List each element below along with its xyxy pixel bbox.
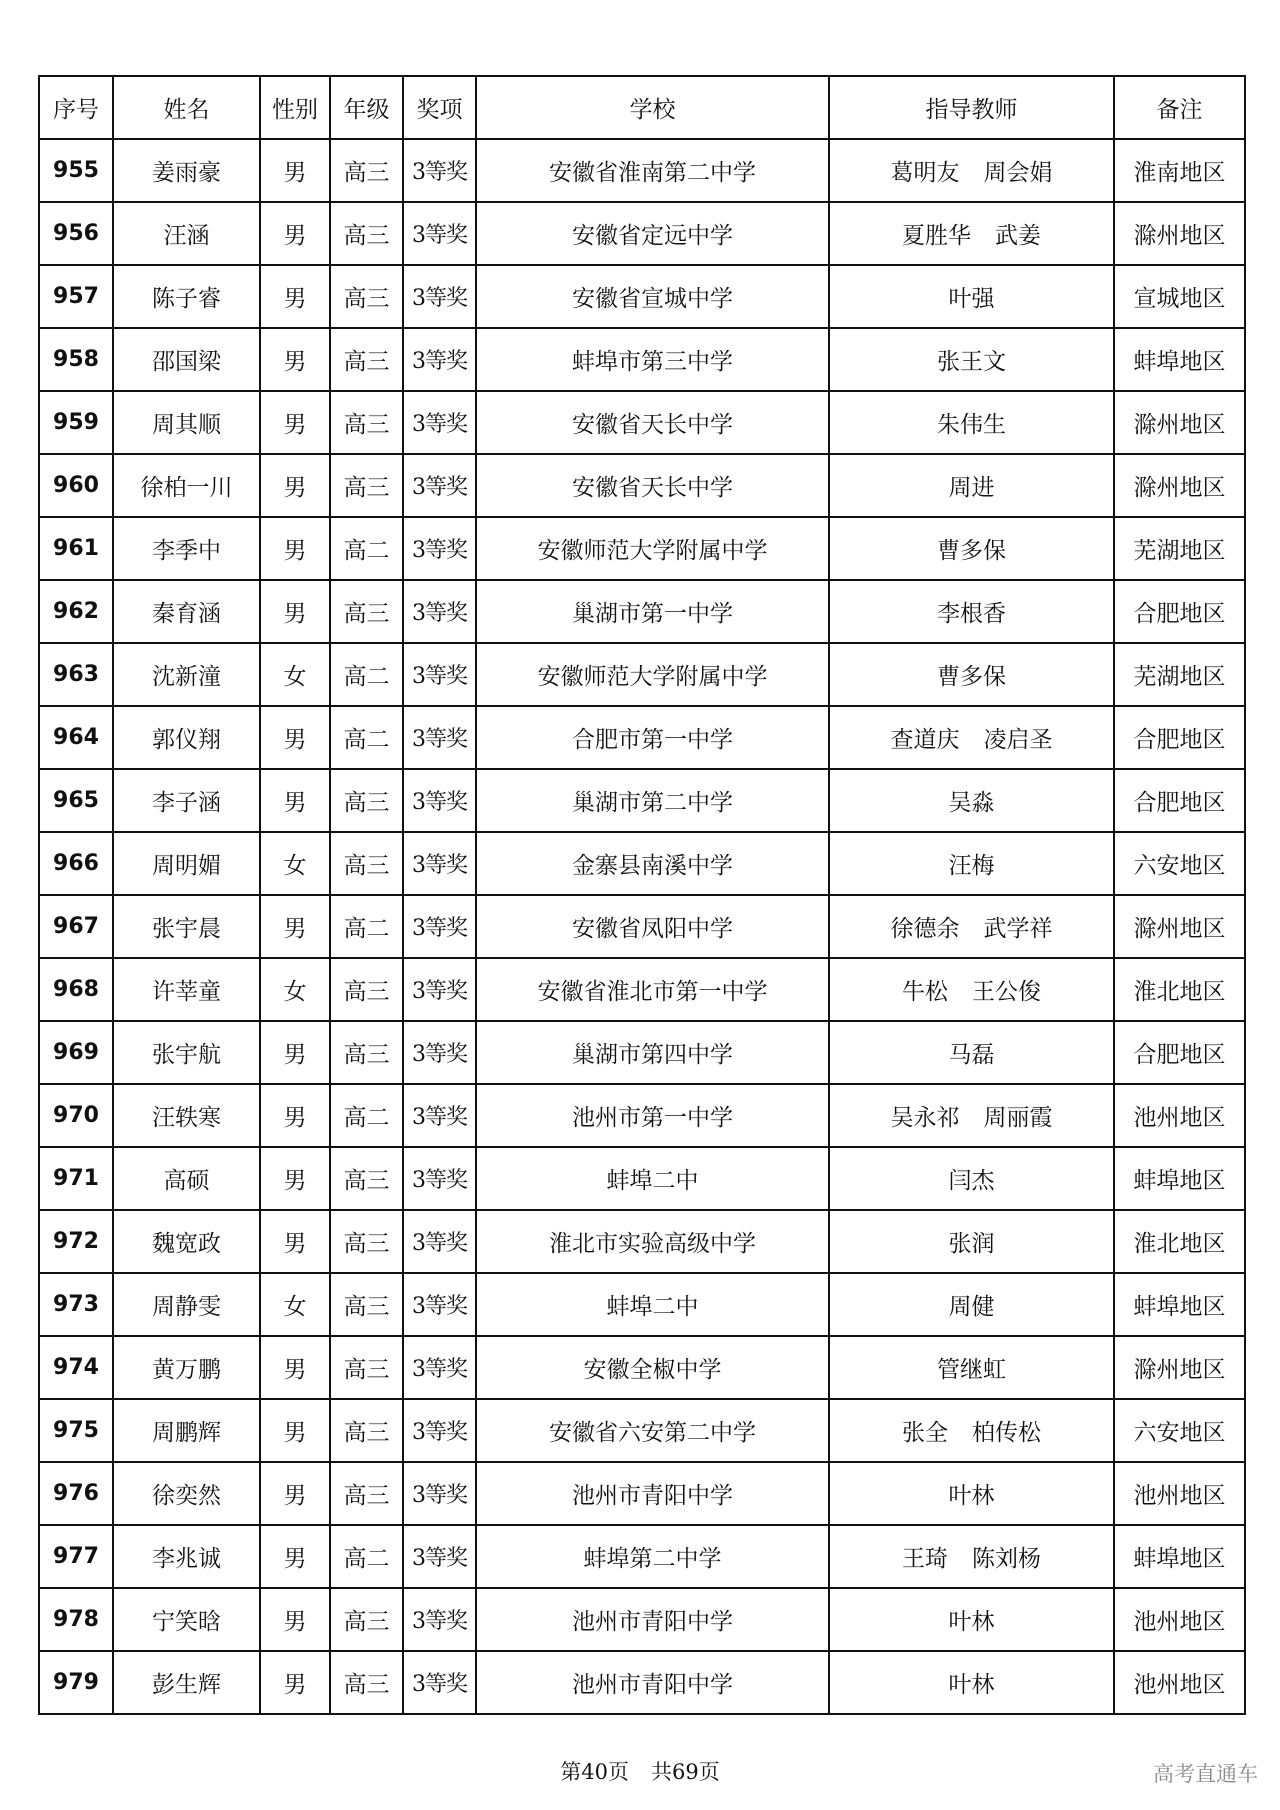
cell-award: 3等奖 <box>403 391 476 454</box>
cell-gender: 女 <box>260 643 330 706</box>
cell-no: 963 <box>39 643 113 706</box>
watermark-text: 高考直通车 <box>1153 1762 1258 1786</box>
header-teacher: 指导教师 <box>829 76 1114 139</box>
cell-gender: 女 <box>260 832 330 895</box>
cell-teacher <box>829 202 1114 265</box>
cell-grade: 高三 <box>330 1651 403 1714</box>
teacher-name: 周会娟 <box>983 160 1053 186</box>
cell-grade: 高三 <box>330 391 403 454</box>
cell-gender: 男 <box>260 1399 330 1462</box>
cell-award: 3等奖 <box>403 328 476 391</box>
cell-name: 汪涵 <box>113 202 260 265</box>
cell-note: 池州地区 <box>1114 1084 1245 1147</box>
cell-teacher <box>829 265 1114 328</box>
teacher-name: 吴淼 <box>948 790 995 816</box>
cell-no: 966 <box>39 832 113 895</box>
cell-gender: 男 <box>260 580 330 643</box>
cell-name: 李兆诚 <box>113 1525 260 1588</box>
cell-note: 滁州地区 <box>1114 391 1245 454</box>
cell-award: 3等奖 <box>403 769 476 832</box>
cell-school: 池州市第一中学 <box>476 1084 829 1147</box>
cell-gender: 女 <box>260 1273 330 1336</box>
cell-teacher <box>829 769 1114 832</box>
teacher-name: 周丽霞 <box>983 1105 1053 1131</box>
cell-gender: 男 <box>260 391 330 454</box>
cell-name: 高硕 <box>113 1147 260 1210</box>
cell-school: 巢湖市第一中学 <box>476 580 829 643</box>
cell-note: 池州地区 <box>1114 1651 1245 1714</box>
cell-grade: 高三 <box>330 769 403 832</box>
teacher-name: 凌启圣 <box>983 727 1053 753</box>
cell-grade: 高三 <box>330 1399 403 1462</box>
header-row <box>39 76 1245 139</box>
header-gender: 性别 <box>260 76 330 139</box>
cell-no: 962 <box>39 580 113 643</box>
cell-award: 3等奖 <box>403 832 476 895</box>
cell-note: 合肥地区 <box>1114 706 1245 769</box>
cell-award: 3等奖 <box>403 706 476 769</box>
cell-gender: 男 <box>260 769 330 832</box>
table-row <box>39 1210 1245 1273</box>
header-grade: 年级 <box>330 76 403 139</box>
cell-no: 979 <box>39 1651 113 1714</box>
cell-grade: 高三 <box>330 832 403 895</box>
cell-grade: 高二 <box>330 1084 403 1147</box>
cell-school: 安徽省淮南第二中学 <box>476 139 829 202</box>
cell-grade: 高三 <box>330 1336 403 1399</box>
cell-name: 汪轶寒 <box>113 1084 260 1147</box>
cell-award: 3等奖 <box>403 580 476 643</box>
cell-school: 合肥市第一中学 <box>476 706 829 769</box>
cell-no: 972 <box>39 1210 113 1273</box>
cell-grade: 高三 <box>330 328 403 391</box>
cell-name: 郭仪翔 <box>113 706 260 769</box>
table-row <box>39 706 1245 769</box>
header-award: 奖项 <box>403 76 476 139</box>
cell-gender: 男 <box>260 1084 330 1147</box>
cell-no: 960 <box>39 454 113 517</box>
cell-note: 六安地区 <box>1114 832 1245 895</box>
cell-no: 970 <box>39 1084 113 1147</box>
table-row <box>39 1147 1245 1210</box>
teacher-name: 徐德余 <box>890 916 960 942</box>
cell-gender: 男 <box>260 1210 330 1273</box>
teacher-name: 王公俊 <box>972 979 1041 1005</box>
teacher-name: 汪梅 <box>948 853 995 879</box>
cell-school: 淮北市实验高级中学 <box>476 1210 829 1273</box>
table-row <box>39 1021 1245 1084</box>
cell-note: 宣城地区 <box>1114 265 1245 328</box>
cell-gender: 男 <box>260 706 330 769</box>
cell-note: 蚌埠地区 <box>1114 1273 1245 1336</box>
cell-gender: 男 <box>260 139 330 202</box>
cell-teacher <box>829 1399 1114 1462</box>
cell-no: 956 <box>39 202 113 265</box>
teacher-name: 曹多保 <box>937 664 1006 690</box>
table-row <box>39 328 1245 391</box>
table-row <box>39 958 1245 1021</box>
cell-school: 安徽省定远中学 <box>476 202 829 265</box>
cell-grade: 高三 <box>330 1588 403 1651</box>
cell-school: 安徽省天长中学 <box>476 391 829 454</box>
cell-school: 巢湖市第四中学 <box>476 1021 829 1084</box>
cell-teacher <box>829 832 1114 895</box>
cell-school: 安徽师范大学附属中学 <box>476 643 829 706</box>
cell-school: 安徽省凤阳中学 <box>476 895 829 958</box>
cell-name: 姜雨豪 <box>113 139 260 202</box>
cell-grade: 高三 <box>330 1147 403 1210</box>
cell-name: 许莘童 <box>113 958 260 1021</box>
teacher-name: 朱伟生 <box>937 412 1006 438</box>
cell-teacher <box>829 706 1114 769</box>
cell-name: 周静雯 <box>113 1273 260 1336</box>
table-row <box>39 832 1245 895</box>
cell-teacher <box>829 1021 1114 1084</box>
cell-teacher <box>829 328 1114 391</box>
teacher-name: 牛松 <box>902 979 948 1005</box>
cell-no: 977 <box>39 1525 113 1588</box>
cell-award: 3等奖 <box>403 895 476 958</box>
cell-award: 3等奖 <box>403 1210 476 1273</box>
cell-school: 安徽省天长中学 <box>476 454 829 517</box>
cell-teacher <box>829 454 1114 517</box>
cell-award: 3等奖 <box>403 1336 476 1399</box>
cell-name: 周其顺 <box>113 391 260 454</box>
cell-grade: 高三 <box>330 265 403 328</box>
table-row <box>39 895 1245 958</box>
cell-award: 3等奖 <box>403 202 476 265</box>
cell-name: 张宇晨 <box>113 895 260 958</box>
cell-note: 滁州地区 <box>1114 1336 1245 1399</box>
cell-no: 975 <box>39 1399 113 1462</box>
cell-grade: 高三 <box>330 580 403 643</box>
cell-gender: 男 <box>260 454 330 517</box>
table-row <box>39 454 1245 517</box>
cell-teacher <box>829 1084 1114 1147</box>
cell-note: 合肥地区 <box>1114 580 1245 643</box>
cell-no: 955 <box>39 139 113 202</box>
cell-no: 958 <box>39 328 113 391</box>
cell-gender: 男 <box>260 1336 330 1399</box>
cell-name: 张宇航 <box>113 1021 260 1084</box>
table-row <box>39 391 1245 454</box>
teacher-name: 王琦 <box>902 1546 948 1572</box>
teacher-name: 叶强 <box>948 286 995 312</box>
teacher-name: 叶林 <box>948 1483 995 1509</box>
cell-note: 池州地区 <box>1114 1462 1245 1525</box>
teacher-name: 曹多保 <box>937 538 1006 564</box>
teacher-name: 闫杰 <box>948 1168 995 1194</box>
table-row <box>39 580 1245 643</box>
table-row <box>39 1399 1245 1462</box>
cell-note: 滁州地区 <box>1114 895 1245 958</box>
cell-gender: 男 <box>260 1588 330 1651</box>
teacher-name: 李根香 <box>937 601 1006 627</box>
cell-grade: 高二 <box>330 1525 403 1588</box>
award-table <box>38 75 1246 1715</box>
cell-award: 3等奖 <box>403 1651 476 1714</box>
cell-name: 陈子睿 <box>113 265 260 328</box>
cell-grade: 高三 <box>330 202 403 265</box>
cell-teacher <box>829 1336 1114 1399</box>
cell-teacher <box>829 1462 1114 1525</box>
cell-note: 池州地区 <box>1114 1588 1245 1651</box>
cell-teacher <box>829 1588 1114 1651</box>
table-row <box>39 202 1245 265</box>
cell-no: 969 <box>39 1021 113 1084</box>
cell-award: 3等奖 <box>403 643 476 706</box>
cell-school: 安徽全椒中学 <box>476 1336 829 1399</box>
cell-gender: 男 <box>260 265 330 328</box>
cell-award: 3等奖 <box>403 1588 476 1651</box>
table-row <box>39 1084 1245 1147</box>
teacher-name: 周健 <box>948 1294 995 1320</box>
cell-note: 蚌埠地区 <box>1114 328 1245 391</box>
cell-grade: 高二 <box>330 706 403 769</box>
cell-school: 安徽省淮北市第一中学 <box>476 958 829 1021</box>
cell-gender: 男 <box>260 1147 330 1210</box>
cell-teacher <box>829 1147 1114 1210</box>
table-row <box>39 1336 1245 1399</box>
teacher-name: 张王文 <box>937 349 1006 375</box>
cell-school: 巢湖市第二中学 <box>476 769 829 832</box>
cell-school: 蚌埠市第三中学 <box>476 328 829 391</box>
cell-grade: 高三 <box>330 1462 403 1525</box>
teacher-name: 葛明友 <box>890 160 960 186</box>
cell-no: 961 <box>39 517 113 580</box>
cell-note: 芜湖地区 <box>1114 643 1245 706</box>
cell-award: 3等奖 <box>403 265 476 328</box>
cell-no: 959 <box>39 391 113 454</box>
cell-no: 957 <box>39 265 113 328</box>
cell-teacher <box>829 1273 1114 1336</box>
table-body <box>39 139 1245 1714</box>
cell-note: 合肥地区 <box>1114 1021 1245 1084</box>
table-row <box>39 1525 1245 1588</box>
cell-note: 蚌埠地区 <box>1114 1525 1245 1588</box>
cell-gender: 男 <box>260 202 330 265</box>
cell-school: 池州市青阳中学 <box>476 1651 829 1714</box>
cell-teacher <box>829 139 1114 202</box>
cell-teacher <box>829 1210 1114 1273</box>
cell-award: 3等奖 <box>403 1399 476 1462</box>
cell-award: 3等奖 <box>403 1147 476 1210</box>
cell-note: 淮南地区 <box>1114 139 1245 202</box>
cell-note: 合肥地区 <box>1114 769 1245 832</box>
cell-grade: 高三 <box>330 1210 403 1273</box>
cell-grade: 高三 <box>330 139 403 202</box>
cell-award: 3等奖 <box>403 1525 476 1588</box>
cell-teacher <box>829 1525 1114 1588</box>
cell-name: 彭生辉 <box>113 1651 260 1714</box>
cell-no: 978 <box>39 1588 113 1651</box>
table-row <box>39 265 1245 328</box>
cell-teacher <box>829 643 1114 706</box>
cell-name: 周明媚 <box>113 832 260 895</box>
cell-no: 976 <box>39 1462 113 1525</box>
cell-gender: 男 <box>260 1651 330 1714</box>
cell-no: 973 <box>39 1273 113 1336</box>
cell-name: 黄万鹏 <box>113 1336 260 1399</box>
page-number: 第40页 <box>560 1760 629 1784</box>
table-row <box>39 1462 1245 1525</box>
cell-school: 安徽师范大学附属中学 <box>476 517 829 580</box>
cell-award: 3等奖 <box>403 958 476 1021</box>
cell-gender: 男 <box>260 1525 330 1588</box>
cell-teacher <box>829 895 1114 958</box>
cell-gender: 男 <box>260 895 330 958</box>
cell-award: 3等奖 <box>403 139 476 202</box>
teacher-name: 武姜 <box>995 223 1041 249</box>
cell-name: 徐奕然 <box>113 1462 260 1525</box>
cell-school: 蚌埠二中 <box>476 1147 829 1210</box>
header-note: 备注 <box>1114 76 1245 139</box>
cell-no: 968 <box>39 958 113 1021</box>
table-row <box>39 1651 1245 1714</box>
teacher-name: 吴永祁 <box>890 1105 960 1131</box>
cell-school: 蚌埠二中 <box>476 1273 829 1336</box>
cell-gender: 男 <box>260 1462 330 1525</box>
cell-name: 徐柏一川 <box>113 454 260 517</box>
cell-teacher <box>829 391 1114 454</box>
teacher-name: 张润 <box>948 1231 995 1257</box>
cell-name: 沈新潼 <box>113 643 260 706</box>
cell-note: 淮北地区 <box>1114 958 1245 1021</box>
table-row <box>39 643 1245 706</box>
cell-school: 池州市青阳中学 <box>476 1462 829 1525</box>
cell-award: 3等奖 <box>403 1462 476 1525</box>
teacher-name: 张全 <box>902 1420 948 1446</box>
cell-note: 芜湖地区 <box>1114 517 1245 580</box>
cell-note: 滁州地区 <box>1114 202 1245 265</box>
teacher-name: 查道庆 <box>890 727 960 753</box>
cell-grade: 高三 <box>330 1021 403 1084</box>
teacher-name: 陈刘杨 <box>972 1546 1041 1572</box>
cell-school: 安徽省六安第二中学 <box>476 1399 829 1462</box>
cell-name: 宁笑晗 <box>113 1588 260 1651</box>
teacher-name: 夏胜华 <box>902 223 971 249</box>
teacher-name: 叶林 <box>948 1672 995 1698</box>
cell-name: 魏宽政 <box>113 1210 260 1273</box>
cell-grade: 高二 <box>330 517 403 580</box>
cell-teacher <box>829 1651 1114 1714</box>
cell-school: 池州市青阳中学 <box>476 1588 829 1651</box>
cell-school: 金寨县南溪中学 <box>476 832 829 895</box>
cell-gender: 男 <box>260 328 330 391</box>
cell-no: 965 <box>39 769 113 832</box>
cell-no: 974 <box>39 1336 113 1399</box>
cell-note: 蚌埠地区 <box>1114 1147 1245 1210</box>
header-no: 序号 <box>39 76 113 139</box>
cell-grade: 高三 <box>330 958 403 1021</box>
cell-award: 3等奖 <box>403 1084 476 1147</box>
cell-gender: 男 <box>260 517 330 580</box>
cell-no: 971 <box>39 1147 113 1210</box>
award-table-container <box>38 75 1246 1715</box>
teacher-name: 周进 <box>948 475 995 501</box>
table-row <box>39 1273 1245 1336</box>
cell-no: 967 <box>39 895 113 958</box>
teacher-name: 武学祥 <box>983 916 1053 942</box>
teacher-name: 马磊 <box>948 1042 995 1068</box>
page-footer <box>0 1756 1280 1786</box>
teacher-name: 柏传松 <box>972 1420 1041 1446</box>
table-row <box>39 139 1245 202</box>
cell-gender: 男 <box>260 1021 330 1084</box>
cell-school: 安徽省宣城中学 <box>476 265 829 328</box>
cell-name: 李子涵 <box>113 769 260 832</box>
cell-teacher <box>829 580 1114 643</box>
cell-note: 六安地区 <box>1114 1399 1245 1462</box>
header-name: 姓名 <box>113 76 260 139</box>
cell-grade: 高二 <box>330 895 403 958</box>
cell-teacher <box>829 958 1114 1021</box>
page-total: 共69页 <box>651 1760 720 1784</box>
table-row <box>39 1588 1245 1651</box>
teacher-name: 管继虹 <box>937 1357 1006 1383</box>
cell-award: 3等奖 <box>403 1273 476 1336</box>
cell-school: 蚌埠第二中学 <box>476 1525 829 1588</box>
cell-name: 秦育涵 <box>113 580 260 643</box>
cell-grade: 高二 <box>330 643 403 706</box>
cell-gender: 女 <box>260 958 330 1021</box>
cell-grade: 高三 <box>330 454 403 517</box>
cell-grade: 高三 <box>330 1273 403 1336</box>
teacher-name: 叶林 <box>948 1609 995 1635</box>
cell-name: 周鹏辉 <box>113 1399 260 1462</box>
cell-name: 邵国梁 <box>113 328 260 391</box>
cell-award: 3等奖 <box>403 454 476 517</box>
header-school: 学校 <box>476 76 829 139</box>
cell-note: 淮北地区 <box>1114 1210 1245 1273</box>
cell-name: 李季中 <box>113 517 260 580</box>
cell-no: 964 <box>39 706 113 769</box>
cell-teacher <box>829 517 1114 580</box>
cell-award: 3等奖 <box>403 517 476 580</box>
cell-note: 滁州地区 <box>1114 454 1245 517</box>
cell-award: 3等奖 <box>403 1021 476 1084</box>
table-row <box>39 769 1245 832</box>
table-row <box>39 517 1245 580</box>
